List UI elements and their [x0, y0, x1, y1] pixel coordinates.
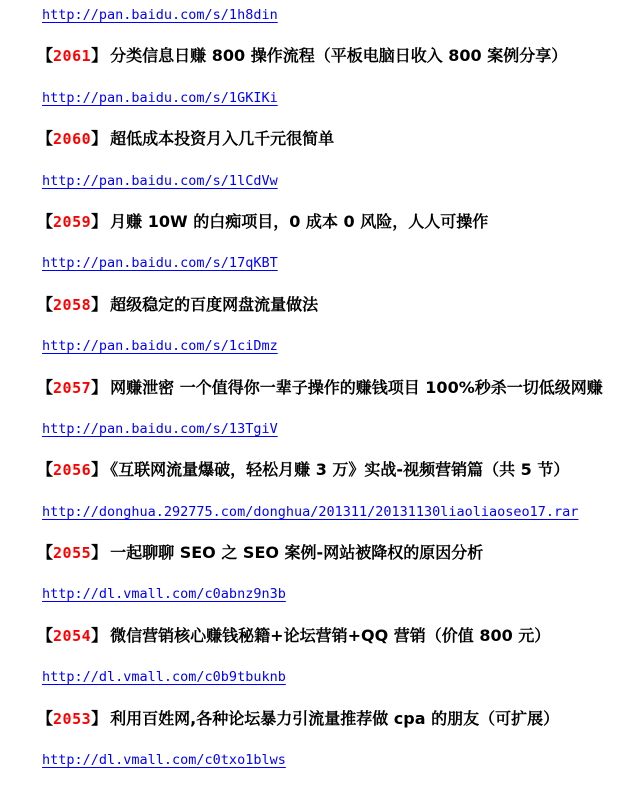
item-title-text: 利用百姓网,各种论坛暴力引流量推荐做 cpa 的朋友（可扩展） — [110, 708, 560, 728]
bracket-open: 【 — [37, 294, 54, 314]
list-item-title — [37, 626, 619, 667]
download-link[interactable]: http://dl.vmall.com/c0b9tbuknb — [42, 669, 286, 686]
bracket-close: 】 — [91, 460, 108, 480]
download-link[interactable]: http://pan.baidu.com/s/1h8din — [42, 7, 278, 23]
download-link[interactable]: http://donghua.292775.com/donghua/201311/20131130liaoliaoseo17.rar — [42, 503, 579, 520]
item-title-text: 月赚 10W 的白痴项目，0 成本 0 风险，人人可操作 — [110, 211, 489, 231]
item-number: 2055 — [53, 544, 92, 563]
item-title-text: 《互联网流量爆破，轻松月赚 3 万》实战-视频营销篇（共 5 节） — [110, 460, 570, 480]
list-item-title — [37, 378, 619, 419]
download-link[interactable]: http://pan.baidu.com/s/1lCdVw — [42, 172, 278, 189]
bracket-open: 【 — [37, 377, 54, 397]
item-title-text: 一起聊聊 SEO 之 SEO 案例-网站被降权的原因分析 — [110, 543, 484, 563]
bracket-open: 【 — [37, 129, 54, 149]
list-item-link — [42, 336, 619, 377]
download-link[interactable]: http://pan.baidu.com/s/13TgiV — [42, 420, 278, 437]
list-item-link — [42, 502, 619, 543]
list-item-link — [42, 88, 619, 129]
download-link[interactable]: http://dl.vmall.com/c0abnz9n3b — [42, 586, 286, 603]
list-item-link — [42, 5, 619, 46]
list-item-title — [37, 212, 619, 253]
bracket-open: 【 — [37, 543, 54, 563]
bracket-close: 】 — [91, 294, 108, 314]
list-item-title — [37, 129, 619, 170]
item-number: 2061 — [53, 47, 92, 66]
item-number: 2060 — [53, 130, 92, 149]
download-link[interactable]: http://pan.baidu.com/s/17qKBT — [42, 255, 278, 272]
list-item-link — [42, 419, 619, 460]
bracket-open: 【 — [37, 46, 54, 66]
item-number: 2056 — [53, 461, 92, 480]
bracket-close: 】 — [91, 543, 108, 563]
item-title-text: 分类信息日赚 800 操作流程（平板电脑日收入 800 案例分享） — [110, 46, 568, 66]
item-title-text: 网赚泄密 一个值得你一辈子操作的赚钱项目 100%秒杀一切低级网赚 — [110, 377, 603, 397]
bracket-close: 】 — [91, 708, 108, 728]
item-number: 2054 — [53, 626, 92, 645]
download-link[interactable]: http://pan.baidu.com/s/1ciDmz — [42, 338, 278, 355]
download-link[interactable]: http://pan.baidu.com/s/1GKIKi — [42, 89, 278, 106]
item-number: 2058 — [53, 295, 92, 314]
bracket-open: 【 — [37, 708, 54, 728]
list-item-link — [42, 667, 619, 708]
item-number: 2059 — [53, 212, 92, 231]
bracket-close: 】 — [91, 377, 108, 397]
list-item-link — [42, 253, 619, 294]
bracket-open: 【 — [37, 211, 54, 231]
list-item-title — [37, 543, 619, 584]
list-item-link — [42, 171, 619, 212]
list-item-title — [37, 709, 619, 750]
item-title-text: 超级稳定的百度网盘流量做法 — [110, 294, 319, 314]
item-title-text: 超低成本投资月入几千元很简单 — [110, 129, 335, 149]
bracket-close: 】 — [91, 46, 108, 66]
bracket-close: 】 — [91, 129, 108, 149]
list-item-title — [37, 46, 619, 87]
item-title-text: 微信营销核心赚钱秘籍+论坛营销+QQ 营销（价值 800 元） — [110, 625, 551, 645]
list-item-link — [42, 584, 619, 625]
list-item-link — [42, 750, 619, 791]
download-link[interactable]: http://dl.vmall.com/c0txo1blws — [42, 752, 286, 769]
item-number: 2053 — [53, 709, 92, 728]
item-number: 2057 — [53, 378, 92, 397]
bracket-open: 【 — [37, 625, 54, 645]
bracket-close: 】 — [91, 625, 108, 645]
link-list — [37, 5, 619, 791]
bracket-close: 】 — [91, 211, 108, 231]
list-item-title — [37, 460, 619, 501]
bracket-open: 【 — [37, 460, 54, 480]
list-item-title — [37, 295, 619, 336]
